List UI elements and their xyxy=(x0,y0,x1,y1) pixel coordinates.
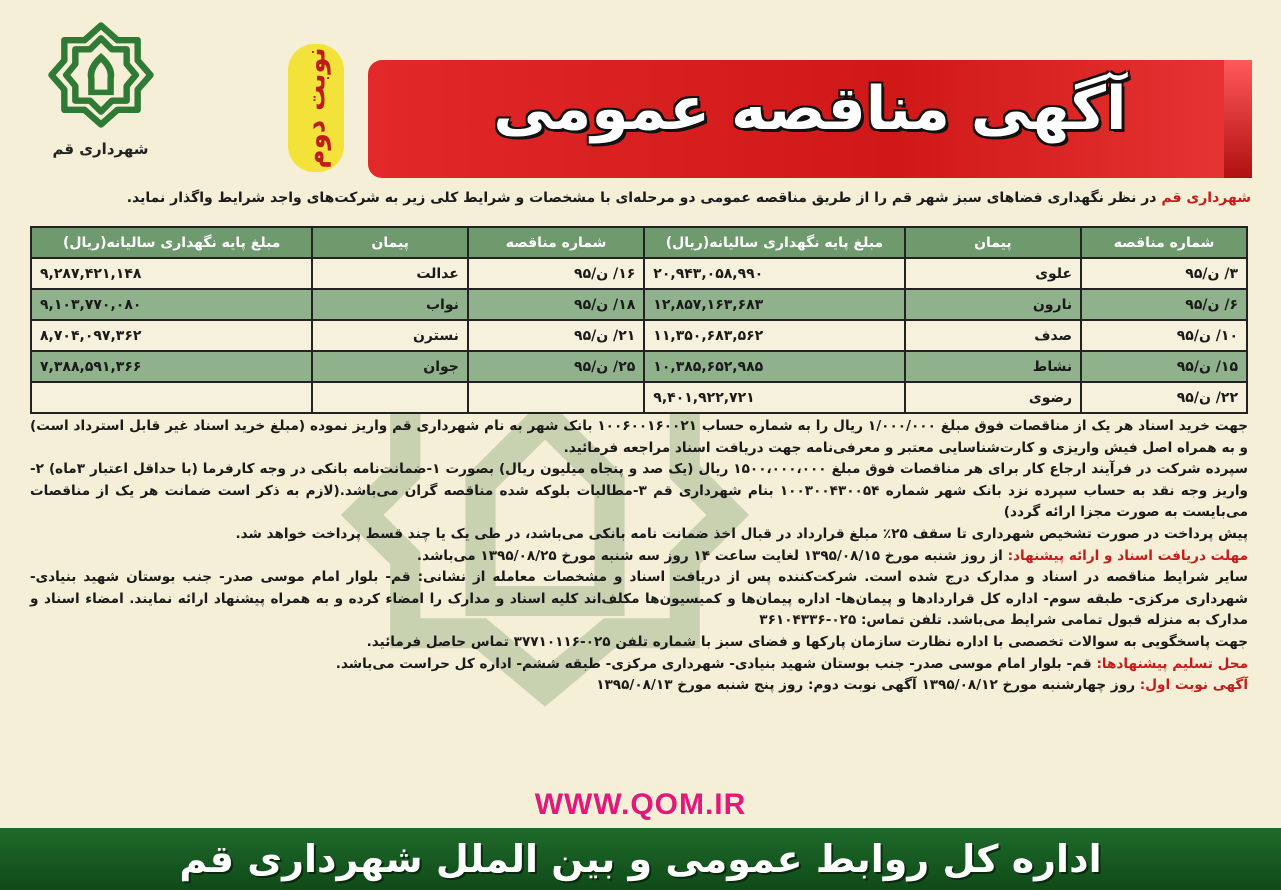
cell-contract: نواب xyxy=(312,289,467,320)
table-row xyxy=(31,382,1247,413)
cell-contract: رضوی xyxy=(905,382,1081,413)
cell-amount: ۷,۳۸۸,۵۹۱,۳۶۶ xyxy=(31,351,312,382)
footer-bar xyxy=(0,828,1281,890)
cell-tender-number: ۱۵/ ن/۹۵ xyxy=(1081,351,1247,382)
municipality-logo xyxy=(18,20,183,190)
cell-contract: عدالت xyxy=(312,258,467,289)
cell-tender-number xyxy=(468,382,644,413)
website-link[interactable]: WWW.QOM.IR xyxy=(534,788,747,821)
footer-text: اداره کل روابط عمومی و بین الملل شهرداری قم xyxy=(179,837,1102,881)
publication-dates-paragraph xyxy=(30,675,1248,697)
table-row xyxy=(31,320,1247,351)
table-row xyxy=(31,351,1247,382)
cell-contract: نسترن xyxy=(312,320,467,351)
col-header-contract: پیمان xyxy=(905,227,1081,258)
col-header-tender-number-2: شماره مناقصه xyxy=(468,227,644,258)
cell-contract: جوان xyxy=(312,351,467,382)
cell-tender-number: ۱۶/ ن/۹۵ xyxy=(468,258,644,289)
cell-amount: ۹,۲۸۷,۴۲۱,۱۴۸ xyxy=(31,258,312,289)
cell-contract: نارون xyxy=(905,289,1081,320)
cell-tender-number: ۲۵/ ن/۹۵ xyxy=(468,351,644,382)
cell-amount xyxy=(31,382,312,413)
round-badge xyxy=(288,44,344,172)
cell-tender-number: ۲۱/ ن/۹۵ xyxy=(468,320,644,351)
submission-paragraph xyxy=(30,654,1248,676)
table-row xyxy=(31,289,1247,320)
prepayment-paragraph: پیش پرداخت در صورت تشخیص شهرداری تا سقف ۲۵٪ مبلغ قرارداد در قبال اخذ ضمانت نامه بانکی می‌باشد، در طی یک یا چند قسط پرداخت خواهد شد. xyxy=(235,525,1248,542)
deposit-paragraph: سپرده شرکت در فرآیند ارجاع کار برای هر مناقصات فوق مبلغ ۱۵۰۰،۰۰۰،۰۰۰ ریال (یک صد و پنجاه میلیون ریال) بصورت ۱-ضمانت‌نامه بانکی در وجه کارفرما (با حداقل اعتبار ۳ماه) ۲-واریز وجه نقد به حساب سپرده نزد بانک شهر شماره ۱۰۰۳۰۰۴۳۰۰۵۴ بنام شهرداری قم ۳-مطالبات بلوکه شده مناقصه گران می‌باشد.(لازم به ذکر است ضمانت هر یک از مناقصات می‌بایست به صورت مجزا ارائه گردد) xyxy=(30,461,1249,521)
cell-tender-number: ۲۲/ ن/۹۵ xyxy=(1081,382,1247,413)
org-name: شهرداری قم xyxy=(52,140,149,158)
table-header-row xyxy=(31,227,1247,258)
deadline-label: مهلت دریافت اسناد و ارائه پیشنهاد: xyxy=(1007,547,1248,564)
submission-label: محل تسلیم پیشنهادها: xyxy=(1096,655,1248,672)
cell-amount: ۲۰,۹۴۳,۰۵۸,۹۹۰ xyxy=(644,258,904,289)
page-title: آگهی مناقصه عمومی xyxy=(493,74,1127,144)
deadline-text: از روز شنبه مورخ ۱۳۹۵/۰۸/۱۵ لغایت ساعت ۱۴ روز سه شنبه مورخ ۱۳۹۵/۰۸/۲۵ می‌باشد. xyxy=(416,547,1003,564)
conditions-paragraph: سایر شرایط مناقصه در اسناد و مدارک درج شده است. شرکت‌کننده پس از دریافت اسناد و مشخصات معامله از نشانی: قم- بلوار امام موسی صدر- جنب بوستان شهید بنیادی- شهرداری مرکزی- طبقه سوم- اداره کل قراردادها و پیمان‌ها- اداره پیمان‌ها و کمیسیون‌ها مکلف‌اند کلیه اسناد و مدارک را امضاء کرده و به همراه پیشنهاد ارائه نمایند. امضاء اسناد و مدارک به منزله قبول تمامی شرایط می‌باشد. تلفن تماس: ۰۲۵-۳۶۱۰۴۳۳۶ xyxy=(30,569,1248,629)
cell-tender-number: ۱۸/ ن/۹۵ xyxy=(468,289,644,320)
cell-contract: نشاط xyxy=(905,351,1081,382)
cell-amount: ۸,۷۰۴,۰۹۷,۳۶۲ xyxy=(31,320,312,351)
cell-contract: صدف xyxy=(905,320,1081,351)
cell-tender-number: ۱۰/ ن/۹۵ xyxy=(1081,320,1247,351)
col-header-contract-2: پیمان xyxy=(312,227,467,258)
round-label-text: نوبت دوم xyxy=(301,47,331,169)
tender-table xyxy=(30,226,1248,414)
intro-text: در نظر نگهداری فضاهای سبز شهر قم را از طریق مناقصه عمومی دو مرحله‌ای با مشخصات و شرایط کلی زیر به شرکت‌های واجد شرایط واگذار نماید. xyxy=(126,190,1157,206)
notice-body xyxy=(30,416,1248,697)
cell-amount: ۱۲,۸۵۷,۱۶۳,۶۸۳ xyxy=(644,289,904,320)
cell-contract xyxy=(312,382,467,413)
cell-amount: ۱۰,۳۸۵,۶۵۲,۹۸۵ xyxy=(644,351,904,382)
first-round-label: آگهی نوبت اول: xyxy=(1139,677,1248,694)
col-header-base-amount: مبلغ پایه نگهداری سالیانه(ریال) xyxy=(644,227,904,258)
deadline-paragraph xyxy=(30,546,1248,568)
questions-paragraph: جهت پاسخگویی به سوالات تخصصی با اداره نظارت سازمان پارکها و فضای سبز با شماره تلفن ۰۲۵-۳۷۷۱۰۱۱۶ تماس حاصل فرمائید. xyxy=(366,633,1248,650)
publication-dates-text: روز چهارشنبه مورخ ۱۳۹۵/۰۸/۱۲ آگهی نوبت دوم: روز پنج شنبه مورخ ۱۳۹۵/۰۸/۱۳ xyxy=(596,677,1136,694)
cell-amount: ۹,۱۰۳,۷۷۰,۰۸۰ xyxy=(31,289,312,320)
col-header-tender-number: شماره مناقصه xyxy=(1081,227,1247,258)
cell-tender-number: ۳/ ن/۹۵ xyxy=(1081,258,1247,289)
col-header-base-amount-2: مبلغ پایه نگهداری سالیانه(ریال) xyxy=(31,227,312,258)
table-row xyxy=(31,258,1247,289)
cell-tender-number: ۶/ ن/۹۵ xyxy=(1081,289,1247,320)
intro-line xyxy=(126,190,1251,206)
submission-text: قم- بلوار امام موسی صدر- جنب بوستان شهید بنیادی- شهرداری مرکزی- طبقه ششم- اداره کل حراست می‌باشد. xyxy=(335,655,1092,672)
title-banner xyxy=(368,60,1252,178)
cell-amount: ۱۱,۳۵۰,۶۸۳,۵۶۲ xyxy=(644,320,904,351)
cell-amount: ۹,۴۰۱,۹۲۲,۷۲۱ xyxy=(644,382,904,413)
intro-org: شهرداری قم xyxy=(1161,190,1251,206)
cell-contract: علوی xyxy=(905,258,1081,289)
qom-municipality-logo-icon xyxy=(46,20,156,130)
purchase-documents-paragraph: جهت خرید اسناد هر یک از مناقصات فوق مبلغ ۱/۰۰۰/۰۰۰ ریال را به شماره حساب ۱۰۰۶۰۰۱۶۰۰۲۱ بانک شهر به نام شهرداری قم واریز نموده (مبلغ خرید اسناد غیر قابل استرداد است) و به همراه اصل فیش واریزی و کارت‌شناسایی معتبر و معرفی‌نامه جهت دریافت اسناد مراجعه فرمائید. xyxy=(30,418,1248,456)
